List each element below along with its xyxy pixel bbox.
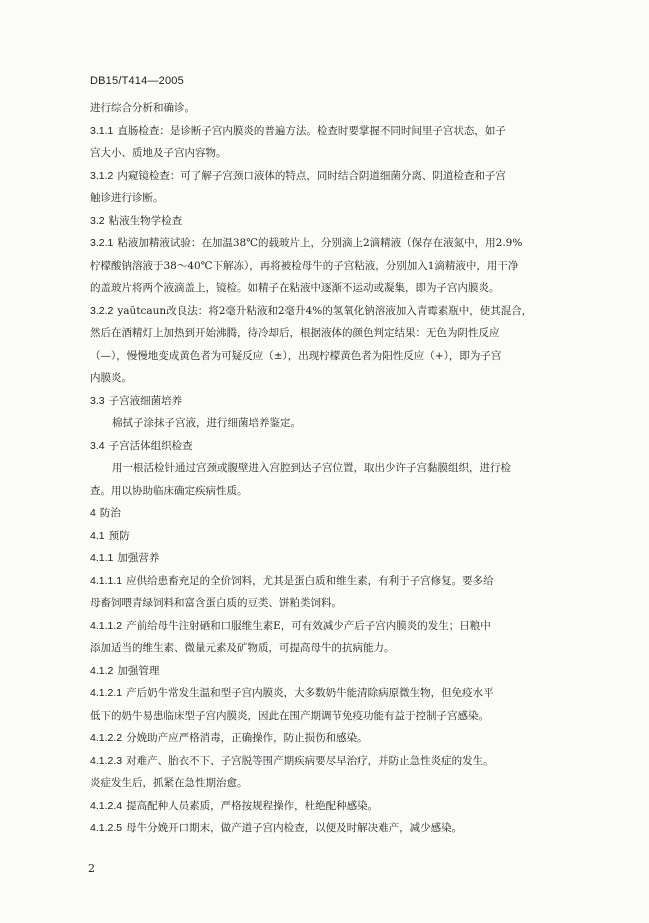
section-number: 4.1	[90, 529, 105, 542]
text-line	[90, 727, 595, 750]
line-text: 预防	[108, 529, 130, 542]
text-line	[90, 682, 595, 705]
line-text: 产前给母牛注射硒和口服维生素E，可有效减少产后子宫内膜炎的发生；日粮中	[126, 619, 491, 632]
text-line	[90, 345, 595, 368]
line-text: 的盖玻片将两个液滴盖上，镜检。如精子在粘液中逐渐不运动或凝集，即为子宫内膜炎。	[90, 282, 500, 294]
line-text: 炎症发生后，抓紧在急性期治愈。	[90, 777, 248, 789]
section-number: 4.1.2	[90, 664, 114, 677]
text-line	[90, 637, 595, 660]
text-line	[90, 457, 595, 480]
text-line	[90, 255, 595, 278]
line-text: 子宫液细菌培养	[108, 394, 183, 407]
section-number: 4.1.1	[90, 552, 114, 564]
line-text: 宫大小、质地及子宫内容物。	[90, 147, 227, 159]
text-line	[90, 592, 595, 615]
line-text: 柠檬酸钠溶液于38～40℃下解冻），再将被检母牛的子宫粘液，分别加入1滴精液中，用干净	[90, 259, 519, 272]
line-text: 添加适当的维生素、微量元素及矿物质，可提高母牛的抗病能力。	[90, 642, 395, 654]
line-text: 对难产、胎衣不下、子宫脱等围产期疾病要尽早治疗，并防止急性炎症的发生。	[126, 754, 494, 767]
line-text: 子宫活体组织检查	[108, 439, 193, 452]
text-line	[90, 367, 595, 390]
text-line	[90, 412, 595, 435]
line-text: 直肠检查：是诊断子宫内膜炎的普遍方法。检查时要掌握不同时间里子宫状态，如子	[117, 124, 506, 137]
line-text: 用一根活检针通过宫颈或腹壁进入宫腔到达子宫位置，取出少许子宫黏膜组织，进行检	[112, 462, 511, 474]
line-text: （—），慢慢地变成黄色者为可疑反应（±），出现柠檬黄色者为阳性反应（+），即为子宫	[90, 349, 502, 362]
text-line	[90, 232, 595, 255]
document-code: DB15/T414—2005	[90, 75, 184, 87]
text-line	[90, 570, 595, 593]
line-text: 加强营养	[117, 552, 160, 564]
section-number: 4.1.1.2	[90, 619, 123, 632]
section-number: 4.1.2.4	[90, 799, 123, 812]
section-number: 3.2.2	[90, 304, 114, 317]
line-text: 低下的奶牛易患临床型子宫内膜炎，因此在围产期调节免疫功能有益于控制子宫感染。	[90, 709, 489, 722]
text-line	[90, 120, 595, 143]
text-line	[90, 772, 595, 795]
line-text: 内窥镜检查：可了解子宫颈口液体的特点，同时结合阴道细菌分离、阴道检查和子宫	[117, 169, 506, 182]
section-number: 4	[90, 507, 96, 519]
text-line	[90, 435, 595, 458]
text-line	[90, 322, 595, 345]
line-text: 进行综合分析和确诊。	[90, 102, 195, 114]
line-text: 提高配种人员素质，严格按规程操作，杜绝配种感染。	[126, 799, 379, 812]
section-number: 3.1.2	[90, 169, 114, 182]
section-number: 4.1.2.3	[90, 754, 123, 767]
text-line	[90, 300, 595, 323]
text-line	[90, 502, 595, 525]
text-line	[90, 142, 595, 165]
text-line	[90, 547, 595, 570]
text-line	[90, 390, 595, 413]
section-number: 3.2	[90, 214, 105, 227]
text-line	[90, 660, 595, 683]
text-line	[90, 750, 595, 773]
line-text: 查。用以协助临床确定疾病性质。	[90, 484, 248, 497]
section-number: 3.3	[90, 394, 105, 407]
section-number: 4.1.1.1	[90, 574, 123, 587]
section-number: 4.1.2.5	[90, 822, 123, 834]
text-line	[90, 817, 595, 840]
line-text: 防治	[99, 507, 121, 519]
line-text: yaŭtcaun改良法：将2毫升粘液和2毫升4%的氢氧化钠溶液加入青霉素瓶中，使其混合，	[117, 304, 533, 317]
text-line	[90, 165, 595, 188]
line-text: 粘液加精液试验：在加温38℃的载玻片上，分别滴上2滴精液（保存在液氮中，用2.9%	[117, 237, 523, 249]
line-text: 触诊进行诊断。	[90, 192, 164, 204]
text-line	[90, 97, 595, 120]
line-text: 粘液生物学检查	[108, 214, 183, 227]
line-text: 分娩助产应严格消毒，正确操作，防止损伤和感染。	[126, 732, 368, 744]
section-number: 3.4	[90, 439, 105, 452]
document-body	[90, 97, 595, 840]
line-text: 然后在酒精灯上加热到开始沸腾，待冷却后，根据液体的颜色判定结果：无色为阴性反应	[90, 327, 500, 339]
line-text: 内膜炎。	[90, 372, 132, 384]
line-text: 母牛分娩开口期末，做产道子宫内检查，以便及时解决难产，减少感染。	[126, 822, 463, 834]
text-line	[90, 525, 595, 548]
text-line	[90, 480, 595, 503]
line-text: 加强管理	[117, 664, 160, 677]
text-line	[90, 210, 595, 233]
line-text: 应供给患畜充足的全价饲料，尤其是蛋白质和维生素，有利于子宫修复。要多给	[126, 574, 494, 587]
section-number: 4.1.2.2	[90, 732, 123, 744]
line-text: 棉拭子涂抹子宫液，进行细菌培养鉴定。	[112, 417, 301, 429]
section-number: 3.1.1	[90, 124, 114, 137]
page-number: 2	[88, 862, 95, 875]
line-text: 母畜饲喂青绿饲料和富含蛋白质的豆类、饼粕类饲料。	[90, 597, 342, 609]
text-line	[90, 187, 595, 210]
text-line	[90, 615, 595, 638]
text-line	[90, 705, 595, 728]
text-line	[90, 795, 595, 818]
text-line	[90, 277, 595, 300]
line-text: 产后奶牛常发生温和型子宫内膜炎，大多数奶牛能清除病原微生物，但免疫水平	[126, 687, 494, 699]
section-number: 4.1.2.1	[90, 687, 123, 699]
section-number: 3.2.1	[90, 237, 114, 249]
